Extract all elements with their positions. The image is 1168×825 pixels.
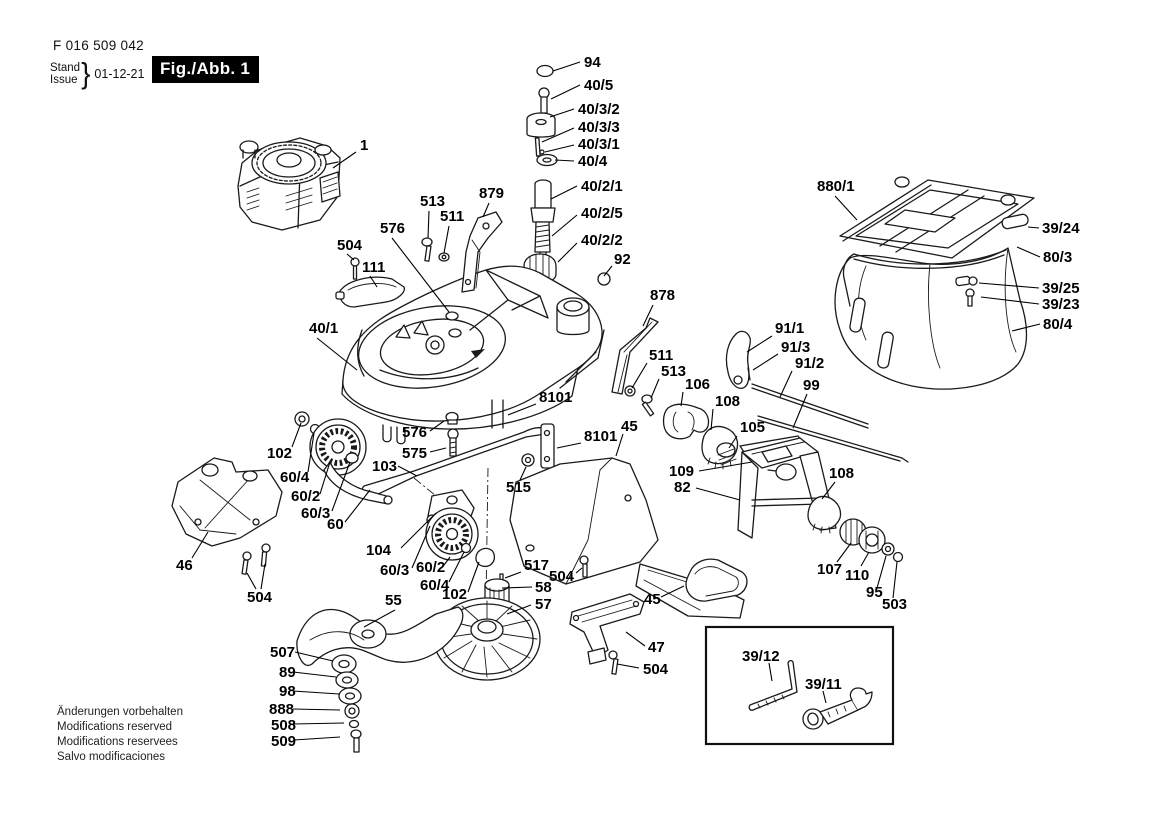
part-label-105: 105: [740, 419, 766, 436]
part-label-40-2-2: 40/2/2: [581, 232, 623, 249]
figure-label-box: Fig./Abb. 1: [152, 56, 259, 83]
part-label-40-1: 40/1: [309, 320, 339, 337]
part-label-45: 45: [644, 591, 661, 608]
part-label-106: 106: [685, 376, 711, 393]
part-label-89: 89: [279, 664, 296, 681]
leader-line-102: [468, 562, 479, 592]
brace-glyph: }: [81, 57, 91, 90]
part-label-108: 108: [715, 393, 741, 410]
part-label-503: 503: [882, 596, 908, 613]
part-label-60-2: 60/2: [291, 488, 321, 505]
part-label-91-2: 91/2: [795, 355, 825, 372]
part-label-60-4: 60/4: [280, 469, 310, 486]
leader-line-47: [626, 632, 645, 646]
part-label-39-23: 39/23: [1042, 296, 1080, 313]
leader-line-504: [261, 564, 265, 589]
part-label-60-3: 60/3: [301, 505, 331, 522]
leader-line-40-5: [551, 85, 580, 99]
part-label-60-2: 60/2: [416, 559, 446, 576]
leader-line-107: [837, 543, 851, 562]
part-label-108: 108: [829, 465, 855, 482]
note-line-de: Änderungen vorbehalten: [57, 706, 183, 718]
part-label-57: 57: [535, 596, 552, 613]
part-label-47: 47: [648, 639, 665, 656]
bushings-drawing: [840, 519, 903, 562]
grass-catcher-bag-drawing: [835, 248, 1026, 389]
leader-line-513: [651, 379, 659, 398]
part-label-109: 109: [669, 463, 695, 480]
part-label-888: 888: [269, 701, 295, 718]
leader-line-80-3: [1017, 247, 1040, 257]
leader-line-8101: [557, 443, 581, 448]
leader-line-94: [553, 62, 580, 71]
hex-key-drawing: [749, 661, 797, 711]
part-label-511: 511: [440, 208, 465, 225]
leader-line-517: [505, 572, 521, 578]
leader-line-40-4: [555, 160, 574, 161]
part-label-110: 110: [845, 567, 870, 584]
part-label-517: 517: [524, 557, 550, 574]
spindle-stack-drawing: [524, 66, 610, 286]
part-label-45: 45: [621, 418, 638, 435]
part-label-40-3-2: 40/3/2: [578, 101, 620, 118]
part-label-80-3: 80/3: [1043, 249, 1073, 266]
leader-line-89: [293, 672, 336, 677]
part-label-515: 515: [506, 479, 532, 496]
part-label-8101: 8101: [539, 389, 573, 406]
tool-kit-inset: [706, 627, 893, 744]
part-label-504: 504: [643, 661, 669, 678]
part-label-39-25: 39/25: [1042, 280, 1080, 297]
part-label-82: 82: [674, 479, 691, 496]
part-label-507: 507: [270, 644, 296, 661]
part-label-509: 509: [271, 733, 297, 750]
part-label-8101: 8101: [584, 428, 618, 445]
part-label-508: 508: [271, 717, 297, 734]
leader-line-98: [293, 691, 339, 694]
part-label-39-24: 39/24: [1042, 220, 1080, 237]
part-label-40-5: 40/5: [584, 77, 614, 94]
part-label-39-12: 39/12: [742, 648, 780, 665]
part-label-60: 60: [327, 516, 344, 533]
part-label-40-2-5: 40/2/5: [581, 205, 623, 222]
part-label-104: 104: [366, 542, 392, 559]
leader-line-91-2: [780, 371, 792, 397]
part-label-107: 107: [817, 561, 843, 578]
baffle-plate-drawing: [336, 277, 404, 307]
part-label-879: 879: [479, 185, 505, 202]
part-label-102: 102: [442, 586, 468, 603]
mid-fasteners-drawing: [625, 386, 654, 416]
leader-line-509: [294, 737, 340, 740]
leader-line-110: [861, 552, 869, 566]
part-label-95: 95: [866, 584, 883, 601]
leader-line-880-1: [835, 196, 857, 220]
part-label-111: 111: [362, 259, 386, 276]
leader-line-888: [293, 709, 340, 710]
height-lever-drawing: [726, 331, 750, 388]
blade-drawing: [297, 607, 463, 665]
note-line-fr: Modifications reservees: [57, 736, 178, 748]
document-part-number: F 016 509 042: [53, 38, 144, 53]
leader-line-39-24: [1028, 227, 1039, 228]
part-label-513: 513: [420, 193, 446, 210]
part-label-60-4: 60/4: [420, 577, 450, 594]
issue-label: Issue: [50, 74, 78, 86]
part-label-880-1: 880/1: [817, 178, 855, 195]
leader-line-504: [347, 254, 354, 260]
part-label-1: 1: [360, 137, 369, 154]
leader-line-504: [247, 573, 256, 589]
leader-line-504: [617, 664, 639, 668]
part-label-576: 576: [380, 220, 406, 237]
leader-line-40-2-5: [552, 215, 577, 236]
leader-line-39-12: [769, 663, 772, 681]
leader-line-40-3-2: [550, 109, 574, 117]
part-label-91-3: 91/3: [781, 339, 811, 356]
part-label-55: 55: [385, 592, 402, 609]
issue-date: 01-12-21: [94, 67, 145, 81]
part-label-504: 504: [337, 237, 363, 254]
stand-label: Stand: [50, 62, 81, 74]
part-label-94: 94: [584, 54, 601, 71]
clamp-106-drawing: [664, 404, 709, 439]
leader-line-575: [430, 448, 446, 452]
note-line-en: Modifications reserved: [57, 721, 173, 733]
leader-line-511: [632, 363, 647, 388]
part-label-504: 504: [549, 568, 575, 585]
part-label-504: 504: [247, 589, 273, 606]
part-label-40-3-3: 40/3/3: [578, 119, 620, 136]
part-label-575: 575: [402, 445, 428, 462]
leader-line-82: [696, 488, 740, 500]
part-label-39-11: 39/11: [805, 676, 842, 693]
part-label-60-3: 60/3: [380, 562, 410, 579]
part-label-511: 511: [649, 347, 674, 364]
part-label-40-3-1: 40/3/1: [578, 136, 620, 153]
leader-line-503: [893, 562, 897, 598]
part-label-99: 99: [803, 377, 820, 394]
leader-line-576: [430, 421, 444, 431]
leader-line-40-2-2: [558, 243, 577, 262]
part-label-92: 92: [614, 251, 631, 268]
leader-line-102: [292, 423, 301, 447]
part-label-46: 46: [176, 557, 193, 574]
leader-line-508: [293, 723, 344, 724]
part-label-80-4: 80/4: [1043, 316, 1073, 333]
part-label-878: 878: [650, 287, 676, 304]
leader-line-40-3-1: [545, 145, 574, 152]
part-label-58: 58: [535, 579, 552, 596]
wrench-drawing: [803, 688, 872, 729]
panel-45b-drawing: [686, 559, 747, 601]
part-label-40-2-1: 40/2/1: [581, 178, 623, 195]
leader-line-513: [428, 211, 429, 238]
part-label-98: 98: [279, 683, 296, 700]
leader-line-511: [444, 226, 449, 253]
engine-drawing: [238, 138, 340, 230]
part-label-91-1: 91/1: [775, 320, 805, 337]
part-label-513: 513: [661, 363, 687, 380]
part-label-102: 102: [267, 445, 293, 462]
leader-line-91-3: [753, 354, 778, 370]
part-label-576: 576: [402, 424, 428, 441]
note-line-es: Salvo modificaciones: [57, 751, 166, 763]
leader-line-40-2-1: [551, 186, 577, 199]
part-label-40-4: 40/4: [578, 153, 608, 170]
part-label-103: 103: [372, 458, 398, 475]
